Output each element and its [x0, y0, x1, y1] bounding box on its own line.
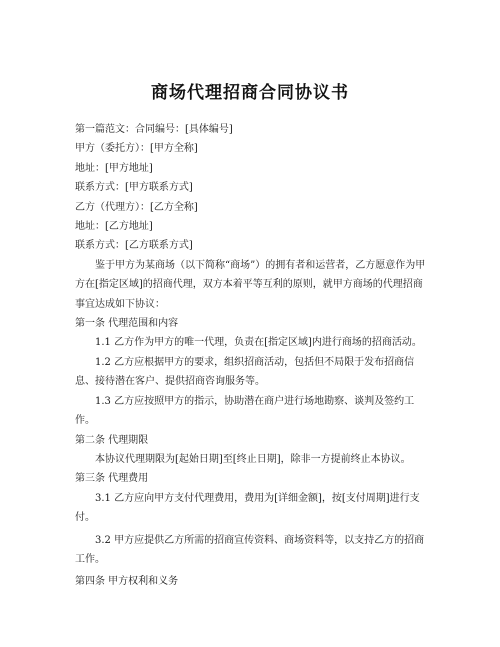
article-2-body: 本协议代理期限为[起始日期]至[终止日期]，除非一方提前终止本协议。 [95, 453, 411, 465]
header-line-party-b-contact: 联系方式：[乙方联系方式] [75, 240, 193, 252]
article-3-heading: 第三条 代理费用 [75, 473, 149, 485]
article-1-heading: 第一条 代理范围和内容 [75, 318, 179, 330]
clause-3-1: 3.1 乙方应向甲方支付代理费用，费用为[详细金额]，按[支付周期]进行支付。 [75, 492, 420, 524]
document-body [75, 120, 427, 592]
header-line-party-a-contact: 联系方式：[甲方联系方式] [75, 182, 193, 194]
clause-3-2: 3.2 甲方应提供乙方所需的招商宣传资料、商场资料等，以支持乙方的招商工作。 [75, 534, 425, 565]
header-line-contract-number: 第一篇范文：合同编号：[具体编号] [75, 124, 233, 135]
article-4-heading: 第四条 甲方权利和义务 [75, 576, 179, 588]
header-line-party-b-address: 地址：[乙方地址] [75, 221, 153, 233]
preamble-paragraph: 鉴于甲方为某商场（以下简称“商场”）的拥有者和运营者，乙方愿意作为甲方在[指定区域]的招商代理，双方本着平等互利的原则，就甲方商场的代理招商事宜达成如下协议： [75, 259, 426, 310]
clause-1-1: 1.1 乙方作为甲方的唯一代理，负责在[指定区域]内进行商场的招商活动。 [95, 337, 422, 349]
header-line-party-b: 乙方（代理方）：[乙方全称] [75, 201, 198, 213]
article-2-heading: 第二条 代理期限 [75, 434, 149, 446]
header-line-party-a-address: 地址：[甲方地址] [75, 162, 153, 174]
clause-1-3: 1.3 乙方应按照甲方的指示，协助潜在商户进行场地勘察、谈判及签约工作。 [75, 395, 415, 427]
document-title: 商场代理招商合同协议书 [151, 83, 349, 103]
header-line-party-a: 甲方（委托方）：[甲方全称] [75, 143, 198, 155]
clause-1-2: 1.2 乙方应根据甲方的要求，组织招商活动，包括但不局限于发布招商信息、接待潜在客户、提供招商咨询服务等。 [75, 356, 415, 388]
